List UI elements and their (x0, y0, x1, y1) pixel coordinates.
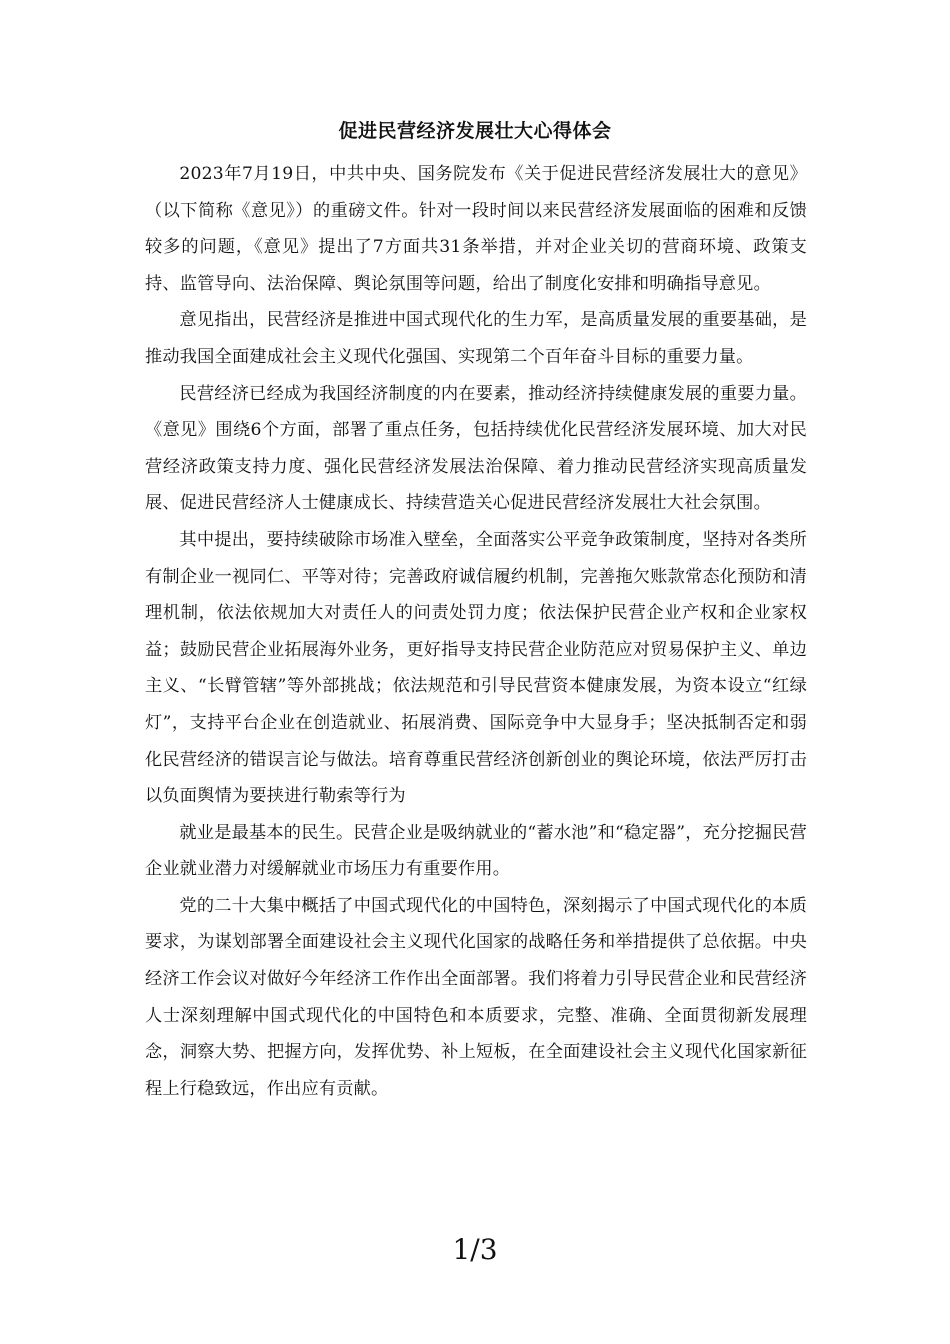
page-number: 1/3 (452, 1233, 498, 1266)
paragraph-2: 意见指出，民营经济是推进中国式现代化的生力军，是高质量发展的重要基础，是推动我国全面建成社会主义现代化强国、实现第二个百年奋斗目标的重要力量。 (145, 310, 807, 367)
paragraph-6: 党的二十大集中概括了中国式现代化的中国特色，深刻揭示了中国式现代化的本质要求，为谋划部署全面建设社会主义现代化国家的战略任务和举措提供了总依据。中央经济工作会议对做好今年经济工作作出全面部署。我们将着力引导民营企业和民营经济人士深刻理解中国式现代化的中国特色和本质要求，完整、准确、全面贯彻新发展理念，洞察大势、把握方向，发挥优势、补上短板，在全面建设社会主义现代化国家新征程上行稳致远，作出应有贡献。 (145, 895, 807, 1099)
document-title: 促进民营经济发展壮大心得体会 (338, 120, 612, 142)
paragraph-1: 2023年7月19日，中共中央、国务院发布《关于促进民营经济发展壮大的意见》（以下简称《意见》）的重磅文件。针对一段时间以来民营经济发展面临的困难和反馈较多的问题，《意见》提出了7方面共31条举措，并对企业关切的营商环境、政策支持、监管导向、法治保障、舆论氛围等问题，给出了制度化安排和明确指导意见。 (145, 164, 807, 294)
paragraph-5: 就业是最基本的民生。民营企业是吸纳就业的“蓄水池”和“稳定器”，充分挖掘民营企业就业潜力对缓解就业市场压力有重要作用。 (145, 822, 807, 880)
document-body (145, 156, 807, 1107)
paragraph-3: 民营经济已经成为我国经济制度的内在要素，推动经济持续健康发展的重要力量。《意见》围绕6个方面，部署了重点任务，包括持续优化民营经济发展环境、加大对民营经济政策支持力度、强化民营经济发展法治保障、着力推动民营经济实现高质量发展、促进民营经济人士健康成长、持续营造关心促进民营经济发展壮大社会氛围。 (145, 383, 807, 514)
paragraph-4: 其中提出，要持续破除市场准入壁垒，全面落实公平竞争政策制度，坚持对各类所有制企业一视同仁、平等对待；完善政府诚信履约机制，完善拖欠账款常态化预防和清理机制，依法依规加大对责任人的问责处罚力度；依法保护民营企业产权和企业家权益；鼓励民营企业拓展海外业务，更好指导支持民营企业防范应对贸易保护主义、单边主义、“长臂管辖”等外部挑战；依法规范和引导民营资本健康发展，为资本设立“红绿灯”，支持平台企业在创造就业、拓展消费、国际竞争中大显身手；坚决抵制否定和弱化民营经济的错误言论与做法。培育尊重民营经济创新创业的舆论环境，依法严厉打击以负面舆情为要挟进行勒索等行为 (145, 529, 807, 807)
